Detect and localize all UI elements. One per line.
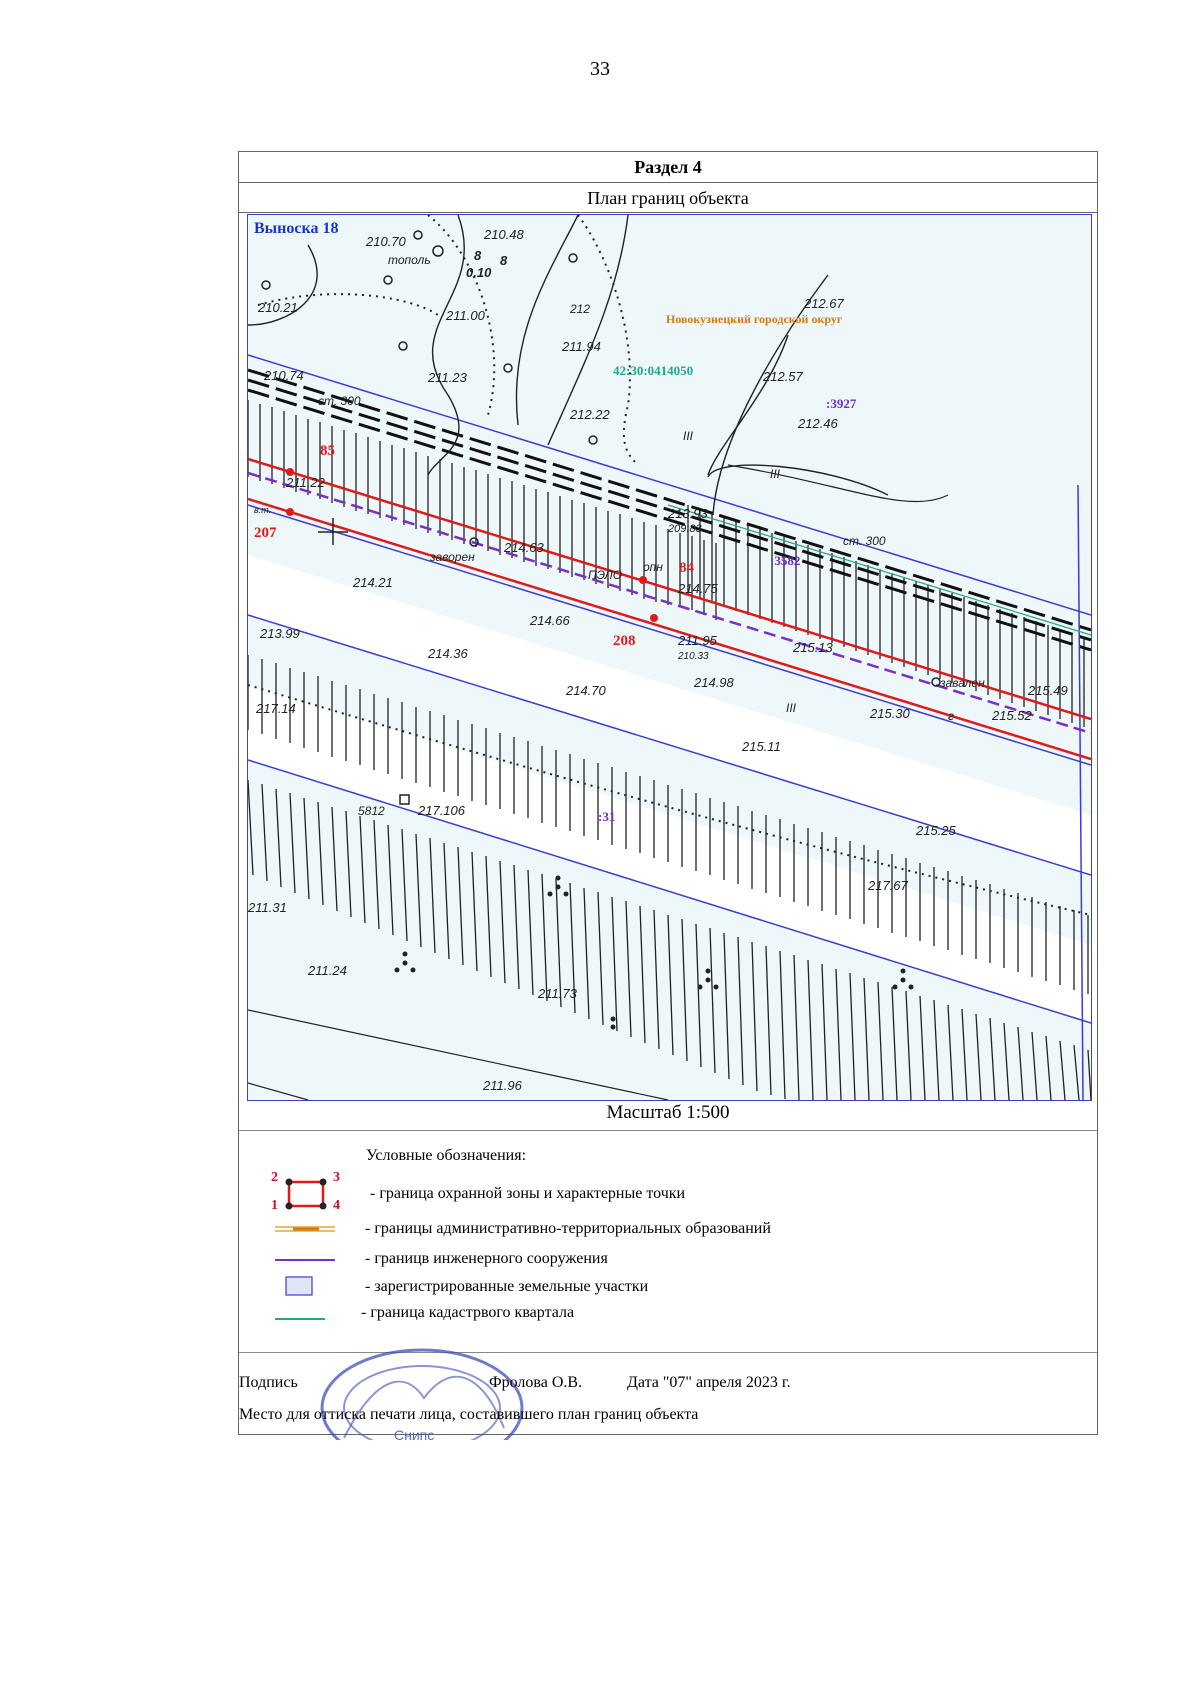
stamp-place-label: Место для оттиска печати лица, составившего план границ объекта — [239, 1406, 699, 1423]
annotation: в.т. — [254, 505, 272, 515]
legend-corner-label: 1 — [271, 1198, 278, 1213]
slope-hatching-right — [688, 505, 1084, 727]
annotation: заворен — [430, 550, 475, 564]
point-label: 85 — [320, 443, 335, 459]
annotation: тополь — [388, 253, 431, 267]
annotation: ст. 300 — [843, 534, 886, 548]
elevation: 217.106 — [418, 803, 465, 818]
cadastral-quarter-label: 42:30:0414050 — [613, 363, 694, 378]
legend-corner-label: 2 — [271, 1170, 278, 1185]
elevation: 214.75 — [678, 581, 718, 596]
stamp-text: Снипс — [394, 1427, 435, 1440]
elevation: 210.70 — [366, 234, 406, 249]
annotation: 5812 — [358, 804, 385, 818]
point-label: 208 — [613, 633, 636, 649]
map-drawing — [248, 215, 1091, 1100]
legend-item-zone: - граница охранной зоны и характерные точки — [370, 1185, 686, 1202]
elevation: 211.24 — [308, 963, 347, 978]
elevation: 211.73 — [538, 986, 577, 1001]
elevation: 211.22 — [286, 475, 325, 490]
annotation: III — [770, 467, 781, 481]
elevation: 214.36 — [428, 646, 468, 661]
annotation: 8 — [500, 253, 508, 268]
elevation: 212.57 — [763, 369, 803, 384]
object-plan-frame — [238, 151, 1098, 1440]
annotation: завален — [940, 676, 985, 690]
map-scale: Масштаб 1:500 — [606, 1102, 730, 1123]
elevation: 213.93 — [668, 506, 708, 521]
elevation: 213.99 — [260, 626, 300, 641]
elevation: 214.98 — [694, 675, 734, 690]
signature-label: Подпись — [239, 1374, 298, 1391]
legend-parcel-symbol — [285, 1276, 313, 1296]
legend-item-engineering: - границв инженерного сооружения — [365, 1250, 608, 1267]
legend-engineering-symbol — [275, 1257, 335, 1263]
section-title: Раздел 4 — [239, 152, 1097, 183]
elevation: 215.52 — [992, 708, 1032, 723]
parcel-label: :3927 — [826, 396, 857, 411]
elevation: 215.49 — [1028, 683, 1068, 698]
legend-admin-symbol — [275, 1224, 335, 1234]
district-label: Новокузнецкий городской округ — [666, 312, 843, 326]
elevation: 215.11 — [742, 739, 781, 754]
elevation: 210.21 — [258, 300, 298, 315]
elevation: 211.96 — [483, 1078, 522, 1093]
annotation: г — [948, 709, 954, 723]
annotation: III — [786, 701, 797, 715]
elevation: 211.23 — [428, 370, 467, 385]
legend-corner-label: 4 — [333, 1198, 340, 1213]
elevation: 217.67 — [868, 878, 908, 893]
elevation: 212.22 — [570, 407, 610, 422]
elevation: 212.67 — [804, 296, 844, 311]
elevation: 211.95 — [678, 633, 717, 648]
elevation: 214.70 — [566, 683, 606, 698]
elevation: 214.63 — [504, 540, 544, 555]
elevation: 211.00 — [446, 308, 485, 323]
elevation: 215.25 — [916, 823, 956, 838]
annotation: 0.10 — [466, 265, 492, 280]
parcel-label: :31 — [598, 809, 616, 824]
legend-item-parcels: - зарегистрированные земельные участки — [365, 1278, 649, 1295]
point-label: 84 — [679, 560, 694, 576]
boundary-map[interactable] — [247, 214, 1092, 1101]
legend-quarter-symbol — [275, 1316, 325, 1322]
seal-stamp — [314, 1348, 529, 1440]
elevation: 210.48 — [484, 227, 524, 242]
elevation: 211.31 — [248, 900, 287, 915]
legend-corner-label: 3 — [333, 1170, 340, 1185]
plan-title: План границ объекта — [239, 183, 1097, 213]
elevation: 212.46 — [798, 416, 838, 431]
annotation: опн — [643, 560, 663, 574]
elevation: 215.30 — [870, 706, 910, 721]
annotation: III — [683, 429, 694, 443]
signature-date: Дата "07" апреля 2023 г. — [627, 1374, 791, 1391]
elevation: 209.83 — [668, 523, 702, 535]
inset-label: Выноска 18 — [254, 220, 339, 237]
elevation: 215.13 — [793, 640, 833, 655]
point-label: 207 — [254, 525, 277, 541]
legend-item-quarter: - граница кадастрвого квартала — [361, 1304, 575, 1321]
legend-zone-symbol — [285, 1178, 329, 1212]
elevation: 210.33 — [678, 651, 709, 662]
page-number: 33 — [590, 58, 610, 80]
annotation: ст. 300 — [318, 394, 361, 408]
legend-title: Условные обозначения: — [366, 1147, 527, 1164]
signer-name: Фролова О.В. — [489, 1374, 583, 1391]
parcel-label: :3582 — [770, 553, 801, 568]
annotation: 8 — [474, 248, 482, 263]
elevation: 214.66 — [530, 613, 570, 628]
elevation: 217.14 — [256, 701, 296, 716]
annotation: ПЭЛО — [588, 568, 623, 582]
legend-item-admin: - границы административно-территориальных образований — [365, 1220, 771, 1237]
annotation: 212 — [570, 302, 591, 316]
elevation: 210.74 — [264, 368, 304, 383]
divider — [239, 1130, 1097, 1131]
elevation: 214.21 — [353, 575, 393, 590]
elevation: 211.94 — [562, 339, 601, 354]
